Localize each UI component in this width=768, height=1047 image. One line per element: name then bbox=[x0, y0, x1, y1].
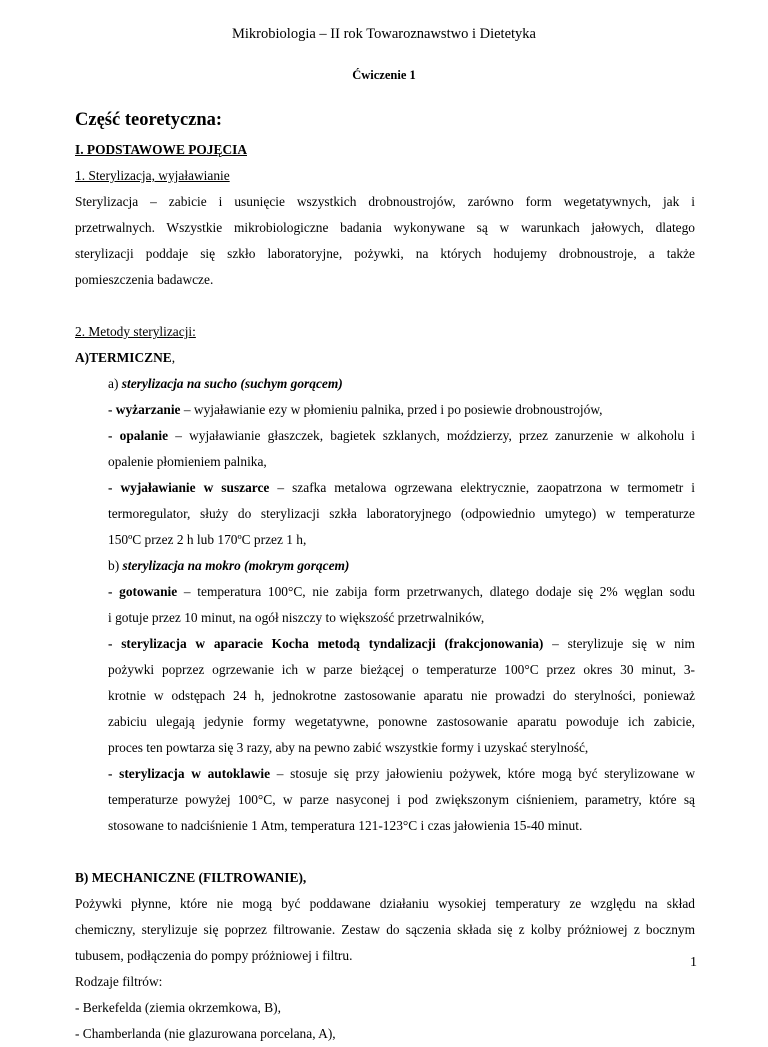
heading-thermal bbox=[75, 345, 695, 371]
term: - wyjaławianie w suszarce bbox=[108, 480, 270, 495]
dry-heat-title: sterylizacja na sucho (suchym gorącem) bbox=[121, 376, 343, 391]
page-number: 1 bbox=[690, 955, 697, 970]
definition: – temperatura 100°C, nie zabija form przetrwanych, dlatego dodaje się 2% węglan sodu bbox=[177, 584, 695, 599]
definition: – sterylizuje się w nim bbox=[543, 636, 695, 651]
term: - sterylizacja w aparacie Kocha metodą tyndalizacji (frakcjonowania) bbox=[108, 636, 544, 651]
heading-basic-concepts: I. PODSTAWOWE POJĘCIA bbox=[75, 142, 247, 157]
paragraph-line: proces ten powtarza się 3 razy, aby na pewno zabić wszystkie formy i uzyskać sterylność, bbox=[108, 740, 589, 755]
paragraph-line: temperaturze powyżej 100°C, w parze nasyconej i pod zwiększonym ciśnieniem, parametry, które są bbox=[108, 792, 695, 807]
term: - gotowanie bbox=[108, 584, 178, 599]
spacer bbox=[75, 293, 695, 319]
item-prefix: a) bbox=[108, 376, 122, 391]
paragraph-line: stosowane to nadciśnienie 1 Atm, temperatura 121-123°C i czas jałowienia 15-40 minut. bbox=[108, 818, 583, 833]
paragraph-line: termoregulator, służy do sterylizacji szkła laboratoryjnego (odpowiednio umytego) w temperaturze bbox=[108, 506, 695, 521]
paragraph-line: krotnie w odstępach 24 h, jednokrotne zastosowanie aparatu nie prowadzi do sterylności, ponieważ bbox=[108, 688, 695, 703]
definition: – wyjaławianie ezy w płomieniu palnika, przed i po posiewie drobnoustrojów, bbox=[180, 402, 603, 417]
paragraph-line: pomieszczenia badawcze. bbox=[75, 272, 214, 287]
paragraph-line: Pożywki płynne, które nie mogą być poddawane działaniu wysokiej temperatury ze względu na skład bbox=[75, 896, 695, 911]
spacer bbox=[75, 839, 695, 865]
term: - wyżarzanie bbox=[108, 402, 181, 417]
paragraph-line: sterylizacji poddaje się szkło laboratoryjne, pożywki, na których hodujemy drobnoustroje, a także bbox=[75, 246, 695, 261]
paragraph-line: tubusem, podłączenia do pompy próżniowej i filtru. bbox=[75, 948, 353, 963]
paragraph-line: i gotuje przez 10 minut, na ogół niszczy to większość przetrwalników, bbox=[108, 610, 485, 625]
subheading-methods: 2. Metody sterylizacji: bbox=[75, 324, 196, 339]
subheading-dry-heat bbox=[108, 371, 695, 397]
thermal-methods bbox=[75, 371, 695, 839]
item-prefix: b) bbox=[108, 558, 123, 573]
term: - opalanie bbox=[108, 428, 169, 443]
paragraph-line: Sterylizacja – zabicie i usunięcie wszystkich drobnoustrojów, zarówno form wegetatywnych, jak i bbox=[75, 194, 695, 209]
subheading-sterilization: 1. Sterylizacja, wyjaławianie bbox=[75, 168, 230, 183]
definition: – wyjaławianie głaszczek, bagietek szklanych, moździerzy, przez zanurzenie w alkoholu i bbox=[168, 428, 695, 443]
item-suszarka bbox=[108, 475, 695, 501]
term: - sterylizacja w autoklawie bbox=[108, 766, 271, 781]
filters-label: Rodzaje filtrów: bbox=[75, 974, 163, 989]
list-item: - Berkefelda (ziemia okrzemkowa, B), bbox=[75, 1000, 281, 1015]
list-item: - Chamberlanda (nie glazurowana porcelana, A), bbox=[75, 1026, 336, 1041]
item-autoklaw bbox=[108, 761, 695, 787]
item-gotowanie bbox=[108, 579, 695, 605]
thermal-label: A)TERMICZNE bbox=[75, 350, 172, 365]
item-wyzarzanie bbox=[108, 397, 695, 423]
paragraph-line: pożywki poprzez ogrzewanie ich w parze bieżącej o temperaturze 100°C przez okres 30 minut, 3- bbox=[108, 662, 695, 677]
item-opalanie bbox=[108, 423, 695, 449]
paragraph-line: chemiczny, sterylizuje się poprzez filtrowanie. Zestaw do sączenia składa się z kolby próżniowej z bocznym bbox=[75, 922, 695, 937]
section-title: Część teoretyczna: bbox=[75, 110, 223, 130]
exercise-title: Ćwiczenie 1 bbox=[352, 68, 416, 82]
paragraph-line: zabiciu ulegają jedynie formy wegetatywne, ponowne zastosowanie aparatu powoduje ich zabicie, bbox=[108, 714, 695, 729]
definition: – stosuje się przy jałowieniu pożywek, które mogą być sterylizowane w bbox=[270, 766, 695, 781]
paragraph-line: opalenie płomieniem palnika, bbox=[108, 454, 267, 469]
item-koch bbox=[108, 631, 695, 657]
paragraph-line: 150ºC przez 2 h lub 170ºC przez 1 h, bbox=[108, 532, 307, 547]
subheading-wet-heat bbox=[108, 553, 695, 579]
definition: – szafka metalowa ogrzewana elektrycznie, zaopatrzona w termometr i bbox=[269, 480, 695, 495]
wet-heat-title: sterylizacja na mokro (mokrym gorącem) bbox=[122, 558, 350, 573]
document-body bbox=[75, 137, 695, 1047]
thermal-label-suffix: , bbox=[171, 350, 176, 365]
paragraph-line: przetrwalnych. Wszystkie mikrobiologiczne badania wykonywane są w warunkach jałowych, dlatego bbox=[75, 220, 695, 235]
running-header: Mikrobiologia – II rok Towaroznawstwo i Dietetyka bbox=[232, 26, 536, 42]
heading-mechanical: B) MECHANICZNE (FILTROWANIE), bbox=[75, 870, 307, 885]
